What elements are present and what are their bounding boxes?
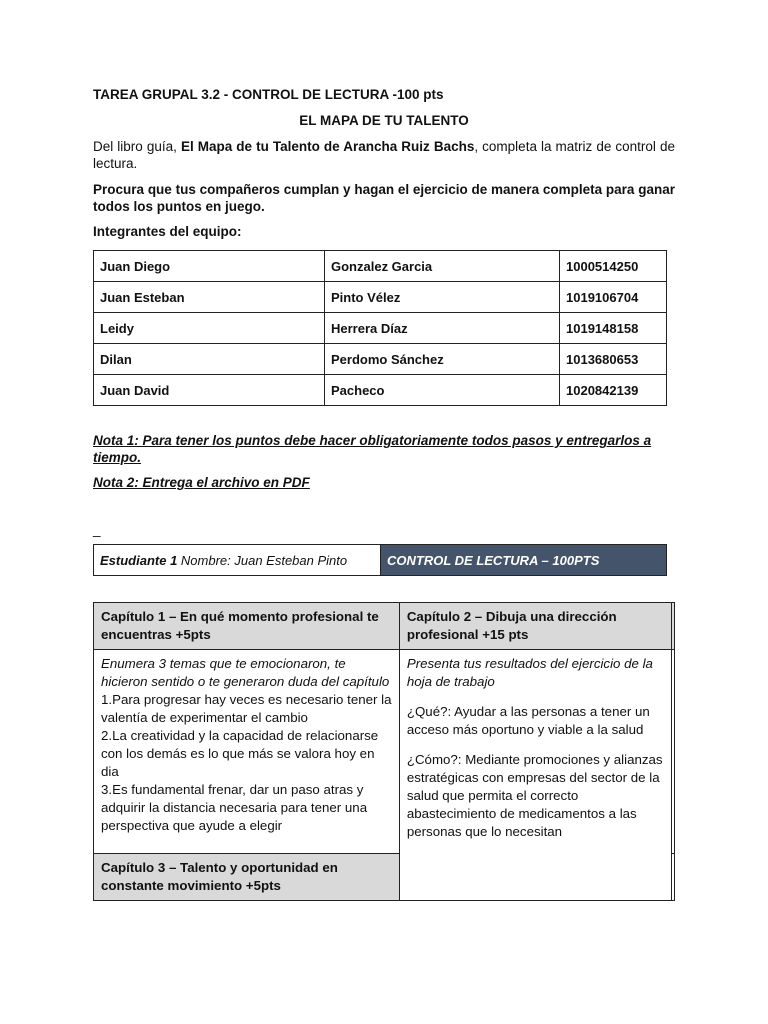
stray-dash: _: [93, 522, 101, 537]
table-row: [94, 375, 667, 406]
team-label: Integrantes del equipo:: [93, 224, 242, 239]
table-row: [94, 282, 667, 313]
chapter-1-title: Capítulo 1 – En qué momento profesional te encuentras +5pts: [94, 603, 400, 650]
book-title: EL MAPA DE TU TALENTO: [299, 113, 469, 128]
intro-suffix: , completa la matriz de control de lectura.: [93, 139, 675, 171]
spacer: [407, 739, 664, 751]
chapter-1-content: [94, 650, 400, 854]
member-last-name: Gonzalez Garcia: [325, 251, 560, 282]
assignment-heading: TAREA GRUPAL 3.2 - CONTROL DE LECTURA -100 pts: [93, 87, 444, 102]
member-id: 1019106704: [560, 282, 667, 313]
chapter-1-item: 1.Para progresar hay veces es necesario tener la valentía de experimentar el cambio: [101, 692, 392, 725]
member-id: 1000514250: [560, 251, 667, 282]
control-title: CONTROL DE LECTURA – 100PTS: [381, 545, 667, 576]
chapter-3-title: Capítulo 3 – Talento y oportunidad en constante movimiento +5pts: [94, 854, 400, 901]
student-name: Nombre: Juan Esteban Pinto: [177, 552, 348, 568]
member-last-name: Herrera Díaz: [325, 313, 560, 344]
member-id: 1019148158: [560, 313, 667, 344]
member-first-name: Leidy: [94, 313, 325, 344]
table-row: [94, 344, 667, 375]
table-row: [94, 545, 667, 576]
chapter-2-content: [399, 650, 671, 901]
chapter-2-how: ¿Cómo?: Mediante promociones y alianzas estratégicas con empresas del sector de la salud que permita el correcto abastecimiento de medicamentos a las personas que lo necesitan: [406, 752, 663, 839]
intro-book: El Mapa de tu Talento de Arancha Ruiz Bachs: [180, 139, 475, 154]
chapters-table: [93, 602, 675, 901]
member-first-name: Dilan: [94, 344, 325, 375]
table-row: [94, 650, 675, 854]
member-first-name: Juan Esteban: [94, 282, 325, 313]
narrow-column: [671, 650, 674, 854]
member-last-name: Perdomo Sánchez: [325, 344, 560, 375]
student-table: [93, 544, 667, 576]
chapter-1-prompt: Enumera 3 temas que te emocionaron, te hicieron sentido o te generaron duda del capítulo: [101, 656, 390, 689]
intro-prefix: Del libro guía,: [93, 139, 181, 154]
table-row: [94, 313, 667, 344]
table-row: [94, 251, 667, 282]
student-label: Estudiante 1: [100, 552, 178, 568]
member-id: 1013680653: [560, 344, 667, 375]
student-cell: [94, 545, 381, 576]
chapter-2-title: Capítulo 2 – Dibuja una dirección profesional +15 pts: [399, 603, 671, 650]
table-row: [94, 603, 675, 650]
note-1: Nota 1: Para tener los puntos debe hacer obligatoriamente todos pasos y entregarlos a tiempo.: [93, 433, 652, 465]
member-last-name: Pinto Vélez: [325, 282, 560, 313]
chapter-1-item: 2.La creatividad y la capacidad de relacionarse con los demás es lo que más se valora hoy en dia: [101, 728, 379, 779]
note-2: Nota 2: Entrega el archivo en PDF: [93, 475, 310, 490]
narrow-column: [671, 603, 674, 650]
chapter-2-what: ¿Qué?: Ayudar a las personas a tener un acceso más oportuno y viable a la salud: [406, 704, 650, 737]
member-first-name: Juan David: [94, 375, 325, 406]
members-table: [93, 250, 667, 406]
narrow-column: [671, 854, 674, 901]
intro-paragraph: [93, 138, 675, 172]
instruction-paragraph: Procura que tus compañeros cumplan y hagan el ejercicio de manera completa para ganar todos los puntos en juego.: [93, 182, 675, 214]
chapter-1-item: 3.Es fundamental frenar, dar un paso atras y adquirir la distancia necesaria para tener una perspectiva que ayude a elegir: [101, 782, 368, 833]
member-first-name: Juan Diego: [94, 251, 325, 282]
member-last-name: Pacheco: [325, 375, 560, 406]
member-id: 1020842139: [560, 375, 667, 406]
chapter-2-prompt: Presenta tus resultados del ejercicio de la hoja de trabajo: [406, 656, 653, 689]
spacer: [407, 691, 664, 703]
